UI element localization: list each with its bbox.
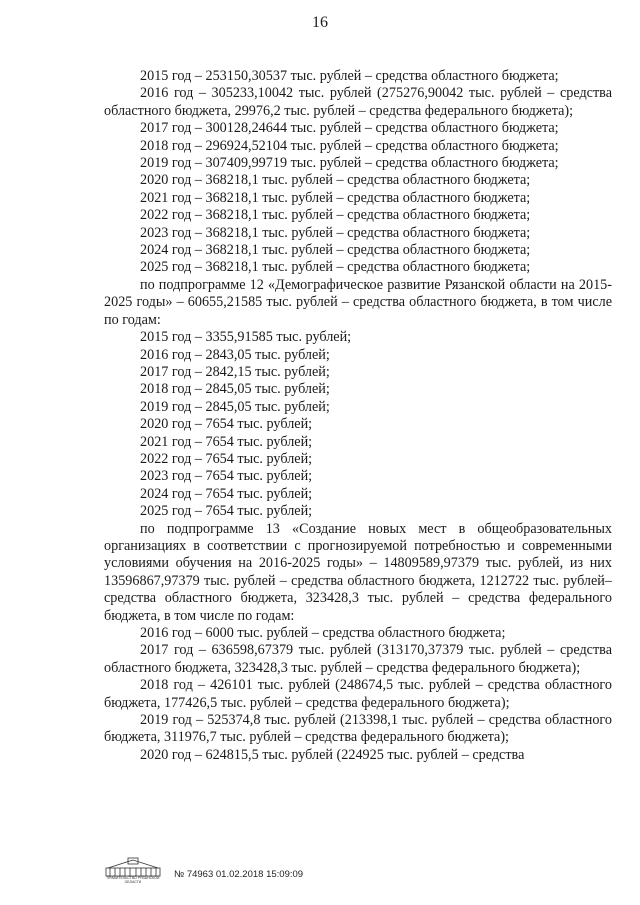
text-paragraph: 2020 год – 624815,5 тыс. рублей (224925 тыс. рублей – средства (140, 746, 525, 763)
page-number: 16 (312, 14, 328, 31)
text-line: 2018 год – 2845,05 тыс. рублей; (140, 381, 330, 398)
text-paragraph: 2019 год – 525374,8 тыс. рублей (213398,1 тыс. рублей – средства областного бюджета, 311976,7 тыс. рублей – средства федерального бюджета); (104, 712, 612, 746)
text-line: 2021 год – 7654 тыс. рублей; (140, 433, 313, 450)
text-line: 2016 год – 2843,05 тыс. рублей; (140, 346, 330, 363)
text-line: 2017 год – 2842,15 тыс. рублей; (140, 363, 330, 380)
text-line: 2024 год – 368218,1 тыс. рублей – средства областного бюджета; (140, 242, 531, 259)
text-line: 2023 год – 7654 тыс. рублей; (140, 468, 313, 485)
text-line: 2015 год – 3355,91585 тыс. рублей; (140, 329, 352, 346)
text-line: 2025 год – 368218,1 тыс. рублей – средства областного бюджета; (140, 259, 531, 276)
text-line: 2025 год – 7654 тыс. рублей; (140, 503, 313, 520)
text-line: 2015 год – 253150,30537 тыс. рублей – средства областного бюджета; (140, 68, 559, 84)
logo-caption: ПРАВИТЕЛЬСТВО РЯЗАНСКОЙ ОБЛАСТИ (106, 876, 160, 884)
text-paragraph: 2018 год – 426101 тыс. рублей (248674,5 тыс. рублей – средства областного бюджета, 177426,5 тыс. рублей – средства федерального бюджета); (104, 677, 612, 711)
text-line: 2020 год – 7654 тыс. рублей; (140, 416, 313, 433)
text-line: 2022 год – 7654 тыс. рублей; (140, 450, 313, 467)
document-body (104, 68, 612, 764)
text-line: 2018 год – 296924,52104 тыс. рублей – средства областного бюджета; (140, 137, 559, 154)
text-line: 2024 год – 7654 тыс. рублей; (140, 485, 313, 502)
text-line: 2019 год – 307409,99719 тыс. рублей – средства областного бюджета; (140, 155, 559, 172)
text-line: 2019 год – 2845,05 тыс. рублей; (140, 398, 330, 415)
text-paragraph: 2017 год – 636598,67379 тыс. рублей (313170,37379 тыс. рублей – средства областного бюджета, 323428,3 тыс. рублей – средства федерального бюджета); (104, 642, 612, 676)
text-line: 2022 год – 368218,1 тыс. рублей – средства областного бюджета; (140, 207, 531, 224)
text-line: 2023 год – 368218,1 тыс. рублей – средства областного бюджета; (140, 224, 531, 241)
subprogram-13-paragraph: по подпрограмме 13 «Создание новых мест в общеобразовательных организациях в соответствии с прогнозируемой потребностью и современными условиями обучения на 2016-2025 годы» – 14809589,97379 тыс. рублей, из них 13596867,97379 тыс. рублей – средства областного бюджета, 1212722 тыс. рублей– средства областного бюджета, 323428,3 тыс. рублей – средства федерального бюджета, в том числе по годам: (104, 520, 612, 624)
text-line: 2021 год – 368218,1 тыс. рублей – средства областного бюджета; (140, 189, 531, 206)
text-line: 2017 год – 300128,24644 тыс. рублей – средства областного бюджета; (140, 120, 559, 137)
subprogram-12-paragraph: по подпрограмме 12 «Демографическое развитие Рязанской области на 2015-2025 годы» – 60655,21585 тыс. рублей – средства областного бюджета, в том числе по годам: (104, 276, 612, 328)
text-line: 2020 год – 368218,1 тыс. рублей – средства областного бюджета; (140, 172, 531, 189)
document-registration-stamp: № 74963 01.02.2018 15:09:09 (174, 869, 304, 880)
text-line: 2016 год – 6000 тыс. рублей – средства областного бюджета; (140, 625, 506, 641)
document-footer (104, 856, 524, 886)
text-paragraph: 2016 год – 305233,10042 тыс. рублей (275276,90042 тыс. рублей – средства областного бюджета, 29976,2 тыс. рублей – средства федерального бюджета); (104, 85, 612, 119)
